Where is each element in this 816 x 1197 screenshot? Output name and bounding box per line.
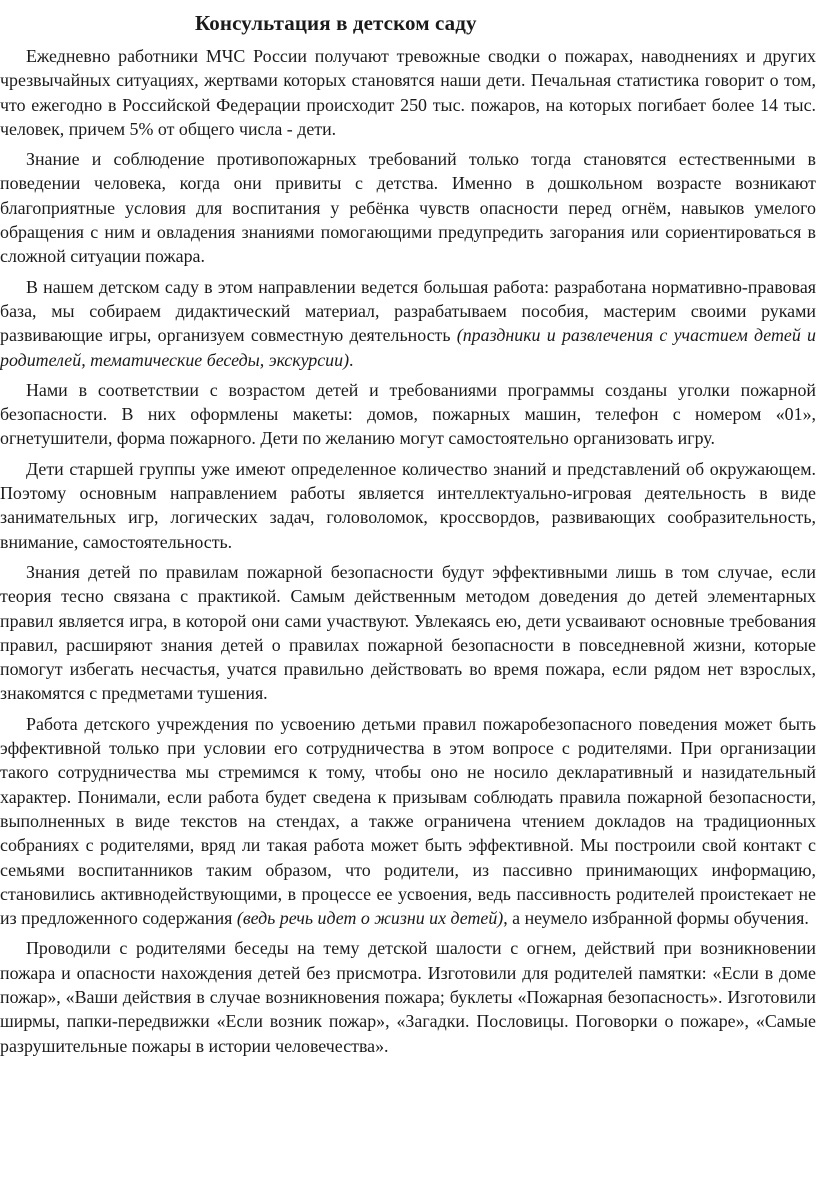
paragraph-fire-statistics: Ежедневно работники МЧС России получают тревожные сводки о пожарах, наводнениях и других чрезвычайных ситуациях, жертвами которых становятся наши дети. Печальная статистика говорит о том, что ежегодно в Российской Федерации происходит 250 тыс. пожаров, на которых погибает более 14 тыс. человек, причем 5% от общего числа - дети. [0, 46, 816, 139]
paragraph-text: В нашем детском саду в этом направлении ведется большая работа: разработана нормативно-правовая база, мы собираем дидактический материал, разрабатываем пособия, мастерим своими руками развивающие игры, организуем совместную деятельность [0, 276, 816, 346]
document-title: Консультация в детском саду [195, 11, 477, 35]
paragraph-parent-cooperation [0, 712, 816, 931]
paragraph-senior-group: Дети старшей группы уже имеют определенное количество знаний и представлений об окружающем. Поэтому основным направлением работы является интеллектуально-игровая деятельность в виде занимательных игр, логических задач, головоломок, кроссвордов, развивающих сообразительность, внимание, самостоятельность. [0, 458, 816, 552]
paragraph-kindergarten-work [0, 275, 816, 372]
paragraph-text-end: . [349, 349, 354, 370]
paragraph-safety-corners: Нами в соответствии с возрастом детей и требованиями программы созданы уголки пожарной безопасности. В них оформлены макеты: домов, пожарных машин, телефон с номером «01», огнетушители, форма пожарного. Дети по желанию могут самостоятельно организовать игру. [0, 379, 816, 449]
paragraph-theory-practice: Знания детей по правилам пожарной безопасности будут эффективными лишь в том случае, если теория тесно связана с практикой. Самым действенным методом доведения до детей элементарных правил является игра, в которой они сами участвуют. Увлекаясь ею, дети усваивают основные требования правил, расширяют знания детей о правилах пожарной безопасности в повседневной жизни, которые помогут избегать несчастья, учатся правильно действовать во время пожара, если рядом нет взрослых, знакомятся с предметами тушения. [0, 561, 816, 704]
paragraph-italic-note: (ведь речь идет о жизни их детей) [236, 908, 504, 929]
paragraph-text-end: , а неумело избранной формы обучения. [503, 908, 809, 929]
paragraph-italic-note: (праздники и развлечения с участием детей и родителей, тематические беседы, экскурсии) [0, 325, 816, 370]
paragraph-text: Работа детского учреждения по усвоению детьми правил пожаробезопасного поведения может быть эффективной только при условии его сотрудничества в этом вопросе с родителями. При организации такого сотрудничества мы стремимся к тому, чтобы оно не носило декларативный и назидательный характер. Понимали, если работа будет сведена к призывам соблюдать правила пожарной безопасности, выполненных в виде текстов на стендах, а также ограничена чтением докладов на традиционных собраниях с родителями, вряд ли такая работа может быть эффективной. Мы построили свой контакт с семьями воспитанников таким образом, что родители, из пассивно принимающих информацию, становились активнодействующими, в процессе ее усвоения, ведь пассивность родителей проистекает не из предложенного содержания [0, 713, 816, 929]
paragraph-parent-conversations: Проводили с родителями беседы на тему детской шалости с огнем, действий при возникновении пожара и опасности нахождения детей без присмотра. Изготовили для родителей памятки: «Если в доме пожар», «Ваши действия в случае возникновения пожара; буклеты «Пожарная безопасность». Изготовили ширмы, папки-передвижки «Если возник пожар», «Загадки. Пословицы. Поговорки о пожаре», «Самые разрушительные пожары в истории человечества». [0, 938, 816, 1056]
paragraph-fire-safety-knowledge: Знание и соблюдение противопожарных требований только тогда становятся естественными в поведении человека, когда они привиты с детства. Именно в дошкольном возрасте возникают благоприятные условия для воспитания у ребёнка чувств опасности перед огнём, навыков умелого обращения с ним и овладения знаниями помогающими предупредить загорания или сориентироваться в сложной ситуации пожара. [0, 149, 816, 267]
